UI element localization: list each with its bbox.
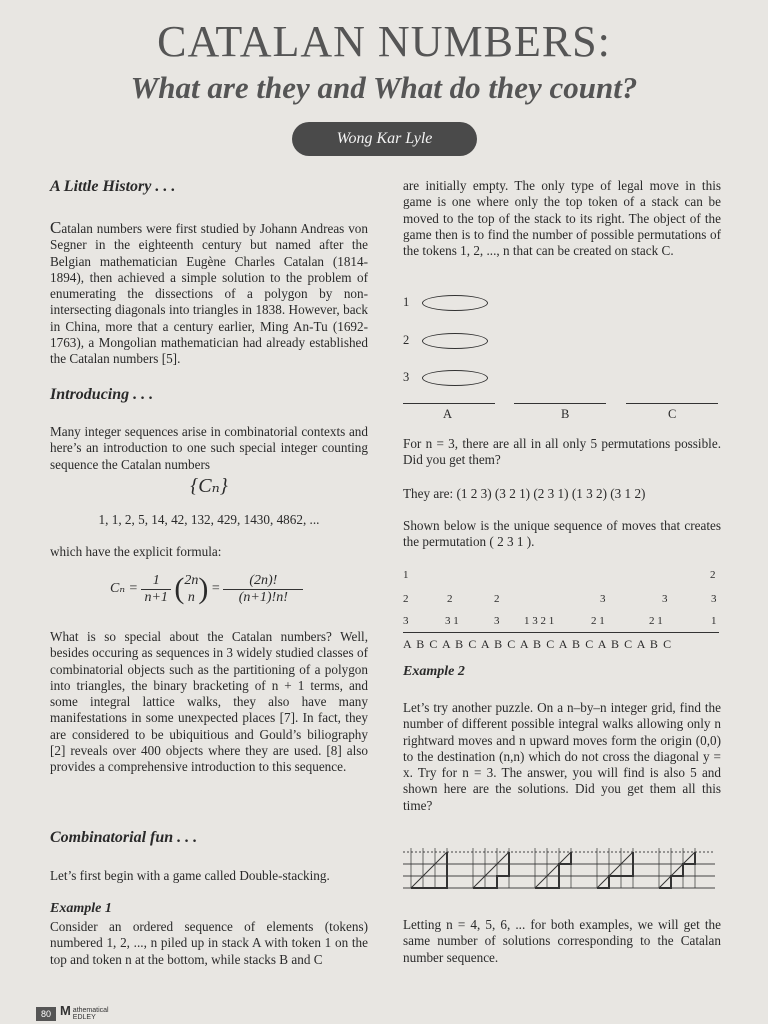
heading-example-1: Example 1	[50, 901, 112, 916]
logo-line-2: EDLEY	[72, 1014, 96, 1021]
move-r2-d: 3	[600, 593, 606, 605]
move-r1-a: 1	[403, 569, 409, 581]
lattice-diagonal	[597, 852, 633, 888]
shown-text: Shown below is the unique sequence of moves that creates the permutation ( 2 3 1 ).	[403, 518, 721, 550]
page-subtitle: What are they and What do they count?	[130, 70, 638, 105]
token-label-2: 2	[403, 333, 410, 347]
set-notation: {Cₙ}	[190, 475, 228, 497]
stack-label-b: B	[561, 407, 570, 421]
frac2-den: (n+1)!n!	[238, 589, 288, 605]
move-r3-a: 3	[403, 615, 409, 627]
letting-paragraph	[403, 917, 721, 966]
move-r3-e: 2 1	[591, 615, 605, 627]
permutations-list: They are: (1 2 3) (3 2 1) (2 3 1) (1 3 2) (3 1 2)	[403, 486, 646, 501]
frac1-num: 1	[141, 573, 170, 590]
letting-text: Letting n = 4, 5, 6, ... for both examples, we will get the same number of solutions corresponding to the Catalan number sequence.	[403, 917, 721, 965]
heading-combinatorial: Combinatorial fun . . .	[50, 829, 198, 846]
move-r3-d: 1 3 2 1	[524, 615, 555, 627]
shown-paragraph	[403, 518, 721, 551]
binom-top: 2n	[184, 573, 199, 588]
heading-history: A Little History . . .	[50, 178, 176, 195]
move-r1-b: 2	[710, 569, 716, 581]
move-r2-f: 3	[711, 593, 717, 605]
lattice-diagonal	[659, 852, 695, 888]
stack-base-a	[403, 403, 495, 404]
frac1-den: n+1	[144, 589, 168, 605]
move-r3-f: 2 1	[649, 615, 663, 627]
stack-label-c: C	[668, 407, 677, 421]
formula-lhs: Cₙ =	[110, 581, 138, 597]
example2-paragraph	[403, 700, 721, 814]
history-paragraph	[50, 220, 368, 368]
continued-paragraph	[403, 178, 721, 259]
move-r2-a: 2	[403, 593, 409, 605]
logo-m: M	[60, 1003, 71, 1018]
binomial	[184, 572, 198, 606]
binom-bot: n	[187, 590, 195, 605]
page-title: CATALAN NUMBERS:	[157, 17, 611, 66]
special-text: What is so special about the Catalan numbers? Well, besides occuring as sequences in 3 widely studied classes of combinatorial objects such as the partitioning of a polygon into triangles, the binary bracketing of n + 1 terms, and some integral lattice walks, they also have many manifestations in some unexpected places [7]. In fact, they are considered to be ubiquitious and Gould’s biliography [2] reveals over 400 objects where they are used. [8] also provides a comprehensive introduction to this sequence.	[50, 629, 368, 775]
heading-example-2: Example 2	[403, 664, 465, 679]
fun-text: Let’s first begin with a game called Double-stacking.	[50, 868, 330, 883]
heading-introducing: Introducing . . .	[50, 386, 154, 403]
move-r3-g: 1	[711, 615, 717, 627]
example2-text: Let’s try another puzzle. On a n–by–n integer grid, find the number of different possible integral walks allowing only n rightward moves and n upward moves form the origin (0,0) to the destination (n,n) which do not cross the diagonal y = x. Try for n = 3. The answer, you will find is also 5 and shown here are the solutions. Did you get them all this time?	[403, 700, 721, 813]
catalan-sequence: 1, 1, 2, 5, 14, 42, 132, 429, 1430, 4862, ...	[98, 512, 320, 527]
token-label-3: 3	[403, 370, 410, 384]
special-paragraph	[50, 629, 368, 776]
move-r2-c: 2	[494, 593, 500, 605]
example1-text: Consider an ordered sequence of elements (tokens) numbered 1, 2, ..., n piled up in stack A with token 1 on the top and token n at the bottom, while stacks B and C	[50, 919, 368, 967]
for-n3-paragraph	[403, 436, 721, 469]
example1-paragraph	[50, 919, 368, 968]
formula-intro: which have the explicit formula:	[50, 544, 222, 559]
intro-paragraph	[50, 424, 368, 473]
stack-base-b	[514, 403, 606, 404]
intro-text: Many integer sequences arise in combinatorial contexts and here’s an introduction to one such special integer counting sequence the Catalan numbers	[50, 424, 368, 472]
stack-label-a: A	[443, 407, 453, 421]
logo-line-1: athematical	[72, 1007, 109, 1014]
magazine-logo	[60, 1003, 109, 1021]
token-3	[422, 370, 488, 386]
token-label-1: 1	[403, 295, 410, 309]
drop-cap: C	[50, 218, 62, 237]
formula-eq: =	[211, 581, 220, 597]
frac2-num: (2n)!	[223, 573, 303, 590]
token-2	[422, 333, 488, 349]
catalan-formula	[110, 572, 303, 606]
stack-base-c	[626, 403, 718, 404]
history-text: atalan numbers were first studied by Johann Andreas von Segner in the eighteenth century but named after the Belgian mathematician Eugène Charles Catalan (1814-1894), then achieved a simple solution to the problem of enumerating the dissections of a polygon by non-intersecting diagonals into triangles in 1838. However, back in China, more that a century earlier, Ming An-Tu (1692-1763), a Mongolian mathematician had already established the Catalan numbers [5].	[50, 221, 368, 367]
move-r3-c: 3	[494, 615, 500, 627]
lattice-diagonal	[411, 852, 447, 888]
lattice-diagonal	[535, 852, 571, 888]
fraction-2	[223, 573, 303, 606]
token-1	[422, 295, 488, 311]
page-number: 80	[36, 1007, 56, 1021]
binom-close: )	[198, 572, 209, 605]
move-r2-e: 3	[662, 593, 668, 605]
lattice-diagonal	[473, 852, 509, 888]
fraction-1	[141, 573, 170, 606]
abc-row: A B C A B C A B C A B C A B C A B C A B C	[403, 637, 673, 651]
lattice-walks-figure	[403, 842, 715, 892]
continued-text: are initially empty. The only type of legal move in this game is one where only the top token of a stack can be moved to the top of the stack to its right. The object of the game then is to find the number of possible permutations of the tokens 1, 2, ..., n that can be created on stack C.	[403, 178, 721, 259]
for-n3-text: For n = 3, there are all in all only 5 permutations possible. Did you get them?	[403, 436, 721, 468]
moves-rule	[403, 632, 719, 633]
binom-open: (	[174, 572, 185, 605]
move-r2-b: 2	[447, 593, 453, 605]
author-badge: Wong Kar Lyle	[292, 122, 477, 156]
move-r3-b: 3 1	[445, 615, 459, 627]
